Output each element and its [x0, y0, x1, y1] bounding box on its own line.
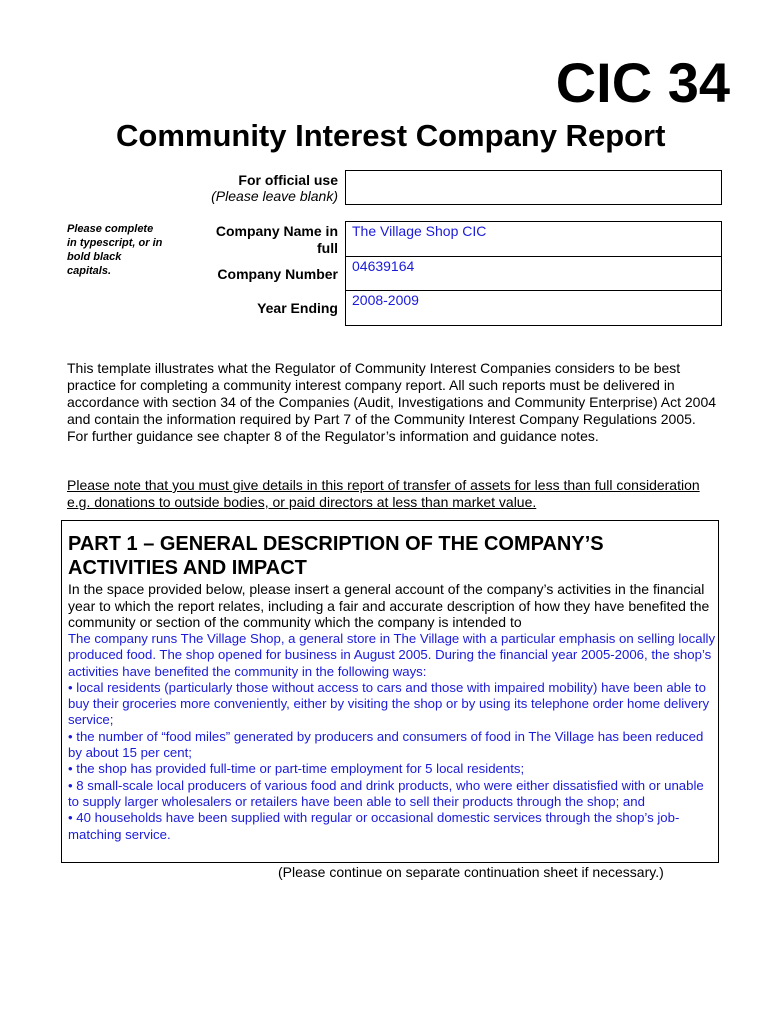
form-code: CIC 34: [555, 51, 730, 114]
part1-bullet: • the number of “food miles” generated by producers and consumers of food in The Village has been reduced by about 15 per cent;: [68, 728, 704, 761]
part1-body[interactable]: [68, 631, 718, 843]
intro-paragraph: This template illustrates what the Regulator of Community Interest Companies considers to be best practice for completing a community interest company report. All such reports must be delivered in accordance with section 34 of the Companies (Audit, Investigations and Community Enterprise) Act 2004 and contain the information required by Part 7 of the Community Interest Company Regulations 2005. For further guidance see chapter 8 of the Regulator’s information and guidance notes.: [67, 360, 717, 444]
company-name-label-line2: full: [317, 240, 338, 256]
official-use-sublabel: (Please leave blank): [211, 188, 338, 204]
company-number-field[interactable]: [345, 256, 722, 291]
page-title: Community Interest Company Report: [116, 118, 666, 153]
part1-bullet: • 40 households have been supplied with regular or occasional domestic services through the shop’s job-matching service.: [68, 810, 680, 842]
company-number-label: Company Number: [217, 266, 338, 282]
company-name-label-line1: Company Name in: [215, 223, 338, 239]
assets-transfer-note: Please note that you must give details in this report of transfer of assets for less than full consideration e.g. donations to outside bodies, or paid directors at less than market value.: [67, 477, 700, 510]
part1-bullet: • 8 small-scale local producers of various food and drink products, who were either dissatisfied with or unable to supply larger wholesalers or retailers have been able to sell their products through the shop; and: [68, 777, 704, 809]
company-number-value: 04639164: [352, 258, 415, 274]
official-use-field: [345, 170, 722, 205]
year-ending-value: 2008-2009: [352, 292, 419, 308]
company-name-field[interactable]: [345, 221, 722, 257]
part1-section: [61, 520, 719, 863]
part1-bullet: • the shop has provided full-time or part-time employment for 5 local residents;: [68, 761, 525, 777]
official-use-label: For official use: [238, 172, 338, 188]
side-note: Please complete in typescript, or in bold black capitals.: [67, 223, 163, 277]
continuation-note: (Please continue on separate continuation sheet if necessary.): [278, 864, 664, 880]
company-name-value: The Village Shop CIC: [352, 223, 487, 239]
part1-bullet: • local residents (particularly those without access to cars and those with impaired mobility) have been able to buy their groceries more conveniently, either by visiting the shop or by using its telephone order home delivery service;: [68, 679, 710, 728]
part1-paragraph: The company runs The Village Shop, a general store in The Village with a particular emphasis on selling locally produced food. The shop opened for business in August 2005. During the financial year 2005-2006, the shop’s activities have benefited the community in the following ways:: [68, 631, 716, 679]
part1-heading: PART 1 – GENERAL DESCRIPTION OF THE COMPANY’S ACTIVITIES AND IMPACT: [68, 533, 604, 579]
part1-instructions: In the space provided below, please insert a general account of the company’s activities in the financial year to which the report relates, including a fair and accurate description of how they have benefited the community or section of the community which the company is intended to: [68, 581, 710, 630]
year-ending-label: Year Ending: [257, 300, 338, 316]
year-ending-field[interactable]: [345, 290, 722, 326]
